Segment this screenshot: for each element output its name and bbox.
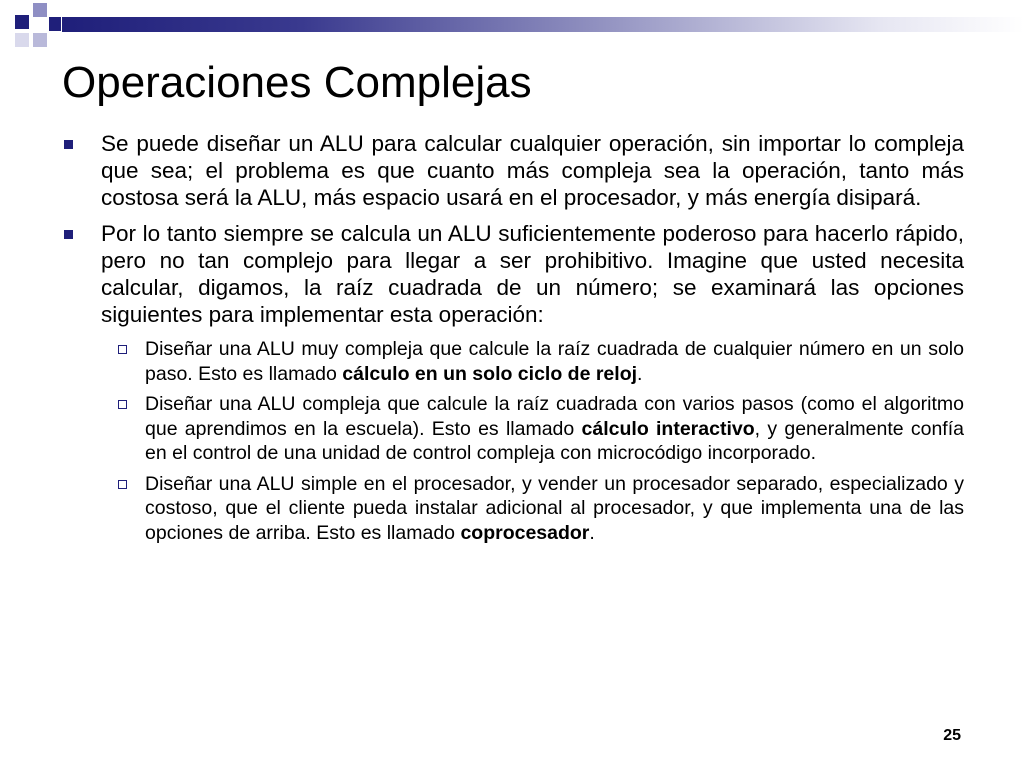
header-decoration-square [49,17,61,31]
sub-bullet-bold-term: coprocesador [460,521,590,544]
sub-bullet-item [118,337,964,386]
bullet-text: Por lo tanto siempre se calcula un ALU suficientemente poderoso para hacerlo rápido, pero no tan complejo para llegar a ser prohibitivo. Imagine que usted necesita calcular, digamos, la raíz cuadrada de un número; se examinará las opciones siguientes para implementar esta operación: [101,221,964,327]
header-gradient-band [62,17,1024,32]
slide-content [62,130,964,551]
header-decoration-square [33,3,47,17]
sub-bullet-text: Diseñar una ALU muy compleja que calcule la raíz cuadrada de cualquier número en un solo paso. Esto es llamado [145,338,964,385]
header-decoration-square [15,33,29,47]
sub-bullet-text-end: . [637,362,643,385]
hollow-square-bullet-icon [118,400,127,409]
header-decoration-square [33,33,47,47]
sub-bullet-bold-term: cálculo en un solo ciclo de reloj [342,362,638,385]
sub-bullet-text-end: . [589,521,595,544]
sub-bullet-item [118,392,964,466]
sub-bullet-item [118,472,964,546]
bullet-item [62,130,964,211]
header-decoration-square [15,15,29,29]
square-bullet-icon [64,230,73,239]
sub-bullet-text: Diseñar una ALU simple en el procesador, y vender un procesador separado, especializado y costoso, que el cliente pueda instalar adicional al procesador, y que implementa una de las opciones de arriba. Esto es llamado [145,472,964,544]
sub-bullet-text: Diseñar una ALU compleja que calcule la raíz cuadrada con varios pasos (como el algoritmo que aprendimos en la escuela). Esto es llamado [145,393,964,440]
sub-bullet-bold-term: cálculo interactivo [581,417,755,440]
slide-title: Operaciones Complejas [62,58,532,107]
sub-bullet-text-end: , y generalmente confía en el control de una unidad de control compleja con microcódigo incorporado. [145,417,964,464]
page-number: 25 [943,727,961,744]
hollow-square-bullet-icon [118,480,127,489]
bullet-text: Se puede diseñar un ALU para calcular cualquier operación, sin importar lo compleja que sea; el problema es que cuanto más compleja sea la operación, tanto más costosa será la ALU, más espacio usará en el procesador, y más energía disipará. [101,131,964,210]
square-bullet-icon [64,140,73,149]
bullet-item [62,220,964,328]
sub-bullet-list [118,337,964,545]
hollow-square-bullet-icon [118,345,127,354]
